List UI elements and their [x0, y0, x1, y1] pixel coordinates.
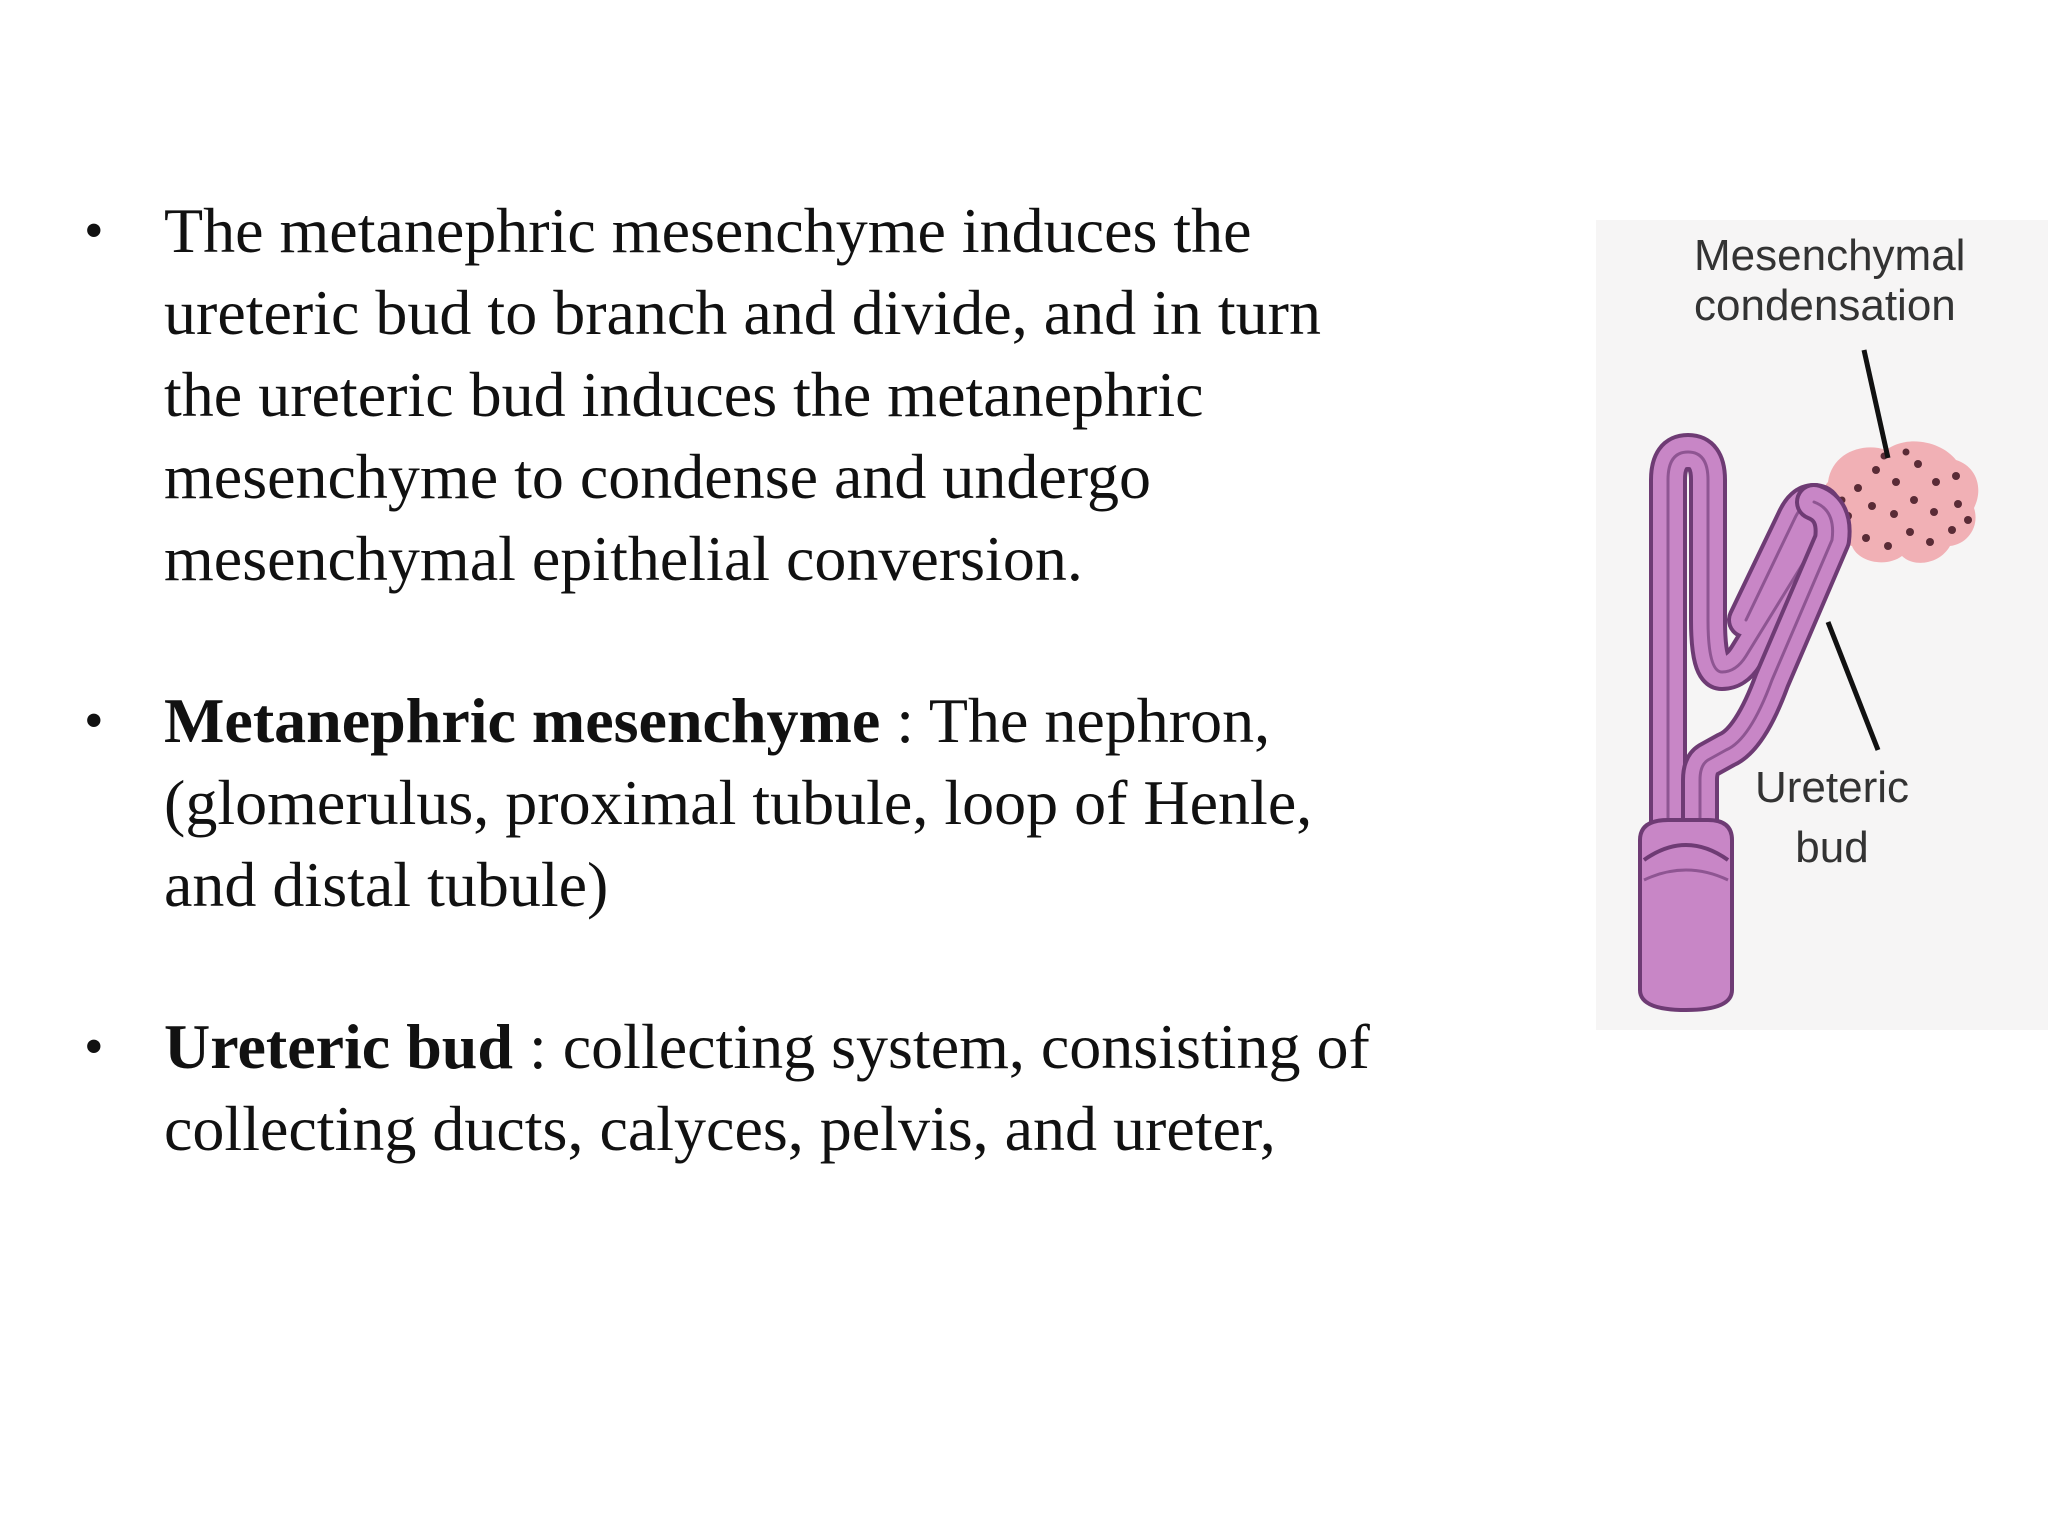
bullet-2-line-1: [164, 680, 1480, 762]
ureteric-stalk: [1640, 820, 1732, 1010]
bullet-3-line-2: collecting ducts, calyces, pelvis, and ureter,: [164, 1093, 1276, 1164]
bullet-1-line-5: mesenchymal epithelial conversion.: [164, 523, 1083, 594]
bullet-3-line-1: [164, 1006, 1480, 1088]
label-bud: bud: [1795, 823, 1869, 872]
bullet-1-line-2: ureteric bud to branch and divide, and in turn: [164, 277, 1321, 348]
pointer-condensation: [1864, 350, 1888, 458]
bullet-2-line-2: (glomerulus, proximal tubule, loop of Henle,: [164, 767, 1313, 838]
bullet-2-line-3: and distal tubule): [164, 849, 609, 920]
label-mesenchymal: Mesenchymal: [1694, 231, 1966, 280]
bullet-3-first-rest: : collecting system, consisting of: [512, 1011, 1370, 1082]
bullet-dot: •: [84, 1016, 104, 1078]
bullet-item-3: [80, 1006, 1480, 1170]
term-metanephric-mesenchyme: Metanephric mesenchyme: [164, 685, 881, 756]
label-ureteric: Ureteric: [1754, 763, 1910, 812]
bullet-list: [80, 190, 1480, 1170]
bullet-dot: •: [84, 200, 104, 262]
bullet-dot: •: [84, 690, 104, 752]
bullet-2-first-rest: : The nephron,: [880, 685, 1271, 756]
bullet-item-1: [80, 190, 1480, 600]
bullet-item-2: [80, 680, 1480, 926]
pointer-ureteric-bud: [1828, 622, 1878, 750]
term-ureteric-bud: Ureteric bud: [164, 1011, 513, 1082]
ureteric-bud-diagram: [1596, 220, 2048, 1030]
bullet-1-line-3: the ureteric bud induces the metanephric: [164, 359, 1204, 430]
bullet-1-line-1: The metanephric mesenchyme induces the: [164, 195, 1252, 266]
label-condensation: condensation: [1694, 281, 1956, 330]
bullet-1-line-4: mesenchyme to condense and undergo: [164, 441, 1151, 512]
ureteric-bud-figure: [1596, 220, 2048, 1030]
